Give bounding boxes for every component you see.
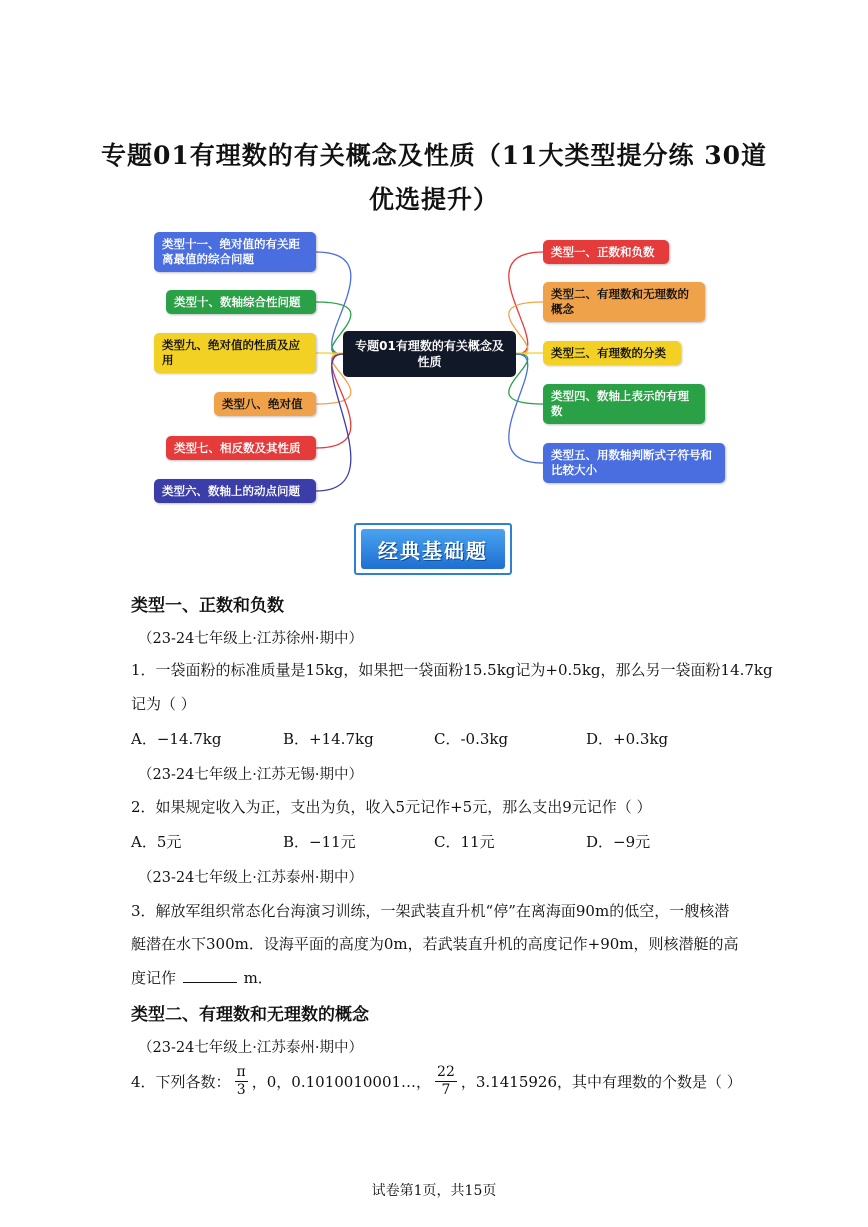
- mindmap-node-type-2: 类型二、有理数和无理数的概念: [543, 282, 705, 322]
- question-4-middle: ，0，0.1010010001…，: [251, 1073, 432, 1091]
- mindmap-node-type-6: 类型六、数轴上的动点问题: [154, 479, 316, 503]
- question-4-prefix: 4．下列各数：: [131, 1073, 231, 1091]
- question-1-option-c: C．-0.3kg: [434, 730, 509, 748]
- fraction-22-over-7: [435, 1064, 457, 1099]
- question-3-unit: m．: [243, 969, 273, 987]
- mindmap-node-type-3: 类型三、有理数的分类: [543, 341, 681, 365]
- fraction-pi-over-3: [235, 1064, 248, 1099]
- question-1-option-b: B．+14.7kg: [283, 730, 374, 748]
- fraction-numerator: π: [236, 1064, 246, 1080]
- mindmap-node-type-1: 类型一、正数和负数: [543, 240, 669, 264]
- question-1-option-a: A．−14.7kg: [131, 730, 222, 748]
- question-2-option-b: B．−11元: [283, 833, 356, 851]
- question-1-option-d: D．+0.3kg: [586, 730, 669, 748]
- question-3-text-before-blank: 度记作: [131, 969, 177, 987]
- section-heading-type-1: 类型一、正数和负数: [131, 596, 284, 616]
- question-2-source: （23-24七年级上·江苏无锡·期中）: [138, 767, 364, 783]
- question-2-option-a: A．5元: [131, 833, 182, 851]
- fraction-numerator: 22: [437, 1064, 455, 1080]
- mindmap-node-type-8: 类型八、绝对值: [214, 392, 316, 416]
- question-2-text: 2．如果规定收入为正，支出为负，收入5元记作+5元，那么支出9元记作（ ）: [131, 798, 652, 816]
- question-4-text: [131, 1064, 742, 1099]
- mindmap-connectors: [0, 0, 868, 520]
- answer-blank[interactable]: [183, 968, 237, 983]
- mindmap-node-type-10: 类型十、数轴综合性问题: [166, 290, 316, 314]
- question-1-text-continued: 记为（ ）: [131, 695, 196, 713]
- page-title-continued: 优选提升）: [368, 185, 499, 214]
- section-banner: [354, 523, 512, 575]
- question-3-text-final: [131, 967, 273, 988]
- mindmap-center-node: 专题01有理数的有关概念及性质: [343, 331, 516, 377]
- fraction-denominator: 7: [441, 1082, 451, 1098]
- question-3-source: （23-24七年级上·江苏泰州·期中）: [138, 870, 364, 886]
- page-footer: 试卷第1页，共15页: [371, 1183, 497, 1199]
- question-4-suffix: ，3.1415926，其中有理数的个数是（ ）: [460, 1073, 742, 1091]
- question-3-text: 3．解放军组织常态化台海演习训练，一架武装直升机“停”在离海面90m的低空，一艘核潜: [131, 902, 730, 920]
- question-2-option-c: C．11元: [434, 833, 495, 851]
- question-4-source: （23-24七年级上·江苏泰州·期中）: [138, 1040, 364, 1056]
- banner-label: 经典基础题: [361, 529, 505, 569]
- mindmap-node-type-9: 类型九、绝对值的性质及应用: [154, 333, 316, 373]
- fraction-denominator: 3: [236, 1082, 246, 1098]
- section-heading-type-2: 类型二、有理数和无理数的概念: [131, 1005, 369, 1025]
- question-3-text-continued: 艇潜在水下300m．设海平面的高度为0m，若武装直升机的高度记作+90m，则核潜艇的高: [131, 935, 739, 953]
- mindmap-node-type-7: 类型七、相反数及其性质: [166, 436, 316, 460]
- mindmap-node-type-4: 类型四、数轴上表示的有理数: [543, 384, 705, 424]
- mindmap-node-type-11: 类型十一、绝对值的有关距离最值的综合问题: [154, 232, 316, 272]
- page-title: 专题01有理数的有关概念及性质（11大类型提分练 30道: [100, 141, 768, 170]
- question-1-source: （23-24七年级上·江苏徐州·期中）: [138, 631, 364, 647]
- question-2-option-d: D．−9元: [586, 833, 651, 851]
- question-1-text: 1．一袋面粉的标准质量是15kg，如果把一袋面粉15.5kg记为+0.5kg，那么另一袋面粉14.7kg: [131, 661, 773, 679]
- mindmap-node-type-5: 类型五、用数轴判断式子符号和比较大小: [543, 443, 725, 483]
